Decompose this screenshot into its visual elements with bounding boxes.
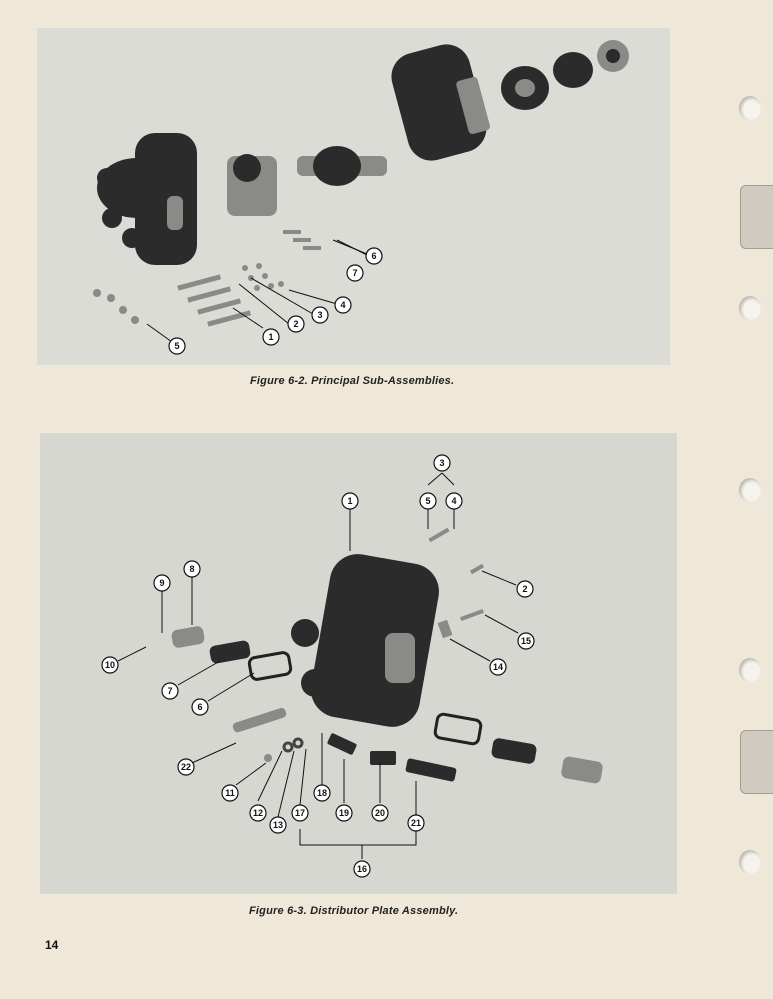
figure-6-2-caption: Figure 6-2. Principal Sub-Assemblies. [250,375,455,387]
callout-20 [372,805,388,821]
callout-2 [517,581,533,597]
callout-1 [263,329,279,345]
binder-hole [739,658,761,682]
svg-text:1: 1 [347,496,353,506]
gear-assembly-part [227,154,277,216]
binder-hole [739,478,761,502]
callout-2 [288,316,304,332]
callout-19 [336,805,352,821]
binder-hole [739,296,761,320]
svg-text:3: 3 [439,458,445,468]
svg-text:13: 13 [272,820,284,830]
right-covers [434,713,603,784]
callout-1 [342,493,358,509]
page-number: 14 [45,938,59,952]
svg-text:7: 7 [352,268,358,278]
svg-text:15: 15 [520,636,532,646]
svg-text:1: 1 [268,332,274,342]
svg-text:2: 2 [293,319,299,329]
figure-6-3-caption: Figure 6-3. Distributor Plate Assembly. [249,905,459,917]
svg-text:11: 11 [225,788,235,798]
callout-5 [420,493,436,509]
svg-text:19: 19 [338,808,350,818]
callout-18 [314,785,330,801]
svg-text:18: 18 [316,788,328,798]
callout-11 [222,785,238,801]
distributor-cap-part [97,133,197,265]
callout-14 [490,659,506,675]
svg-text:5: 5 [425,496,431,506]
callout-21 [408,815,424,831]
callout-7 [347,265,363,281]
callout-3 [434,455,450,471]
rotor-shaft-part [297,146,387,186]
callout-16 [354,861,370,877]
callout-7 [162,683,178,699]
callout-3 [312,307,328,323]
svg-text:4: 4 [451,496,457,506]
callout-17 [292,805,308,821]
svg-text:17: 17 [294,808,306,818]
figure-6-3-photo [40,433,677,894]
callout-13 [270,817,286,833]
figure-6-2-photo [37,28,670,365]
svg-text:5: 5 [174,341,180,351]
callout-5 [169,338,185,354]
svg-text:4: 4 [340,300,346,310]
svg-text:2: 2 [522,584,528,594]
distributor-plate-part [291,550,443,732]
svg-text:6: 6 [197,702,203,712]
figure-6-3-illustration [40,433,677,894]
svg-text:14: 14 [492,662,504,672]
svg-text:10: 10 [104,660,116,670]
rotor-parts [501,40,629,110]
svg-text:6: 6 [371,251,377,261]
svg-text:8: 8 [189,564,195,574]
svg-text:22: 22 [180,762,192,772]
callout-22 [178,759,194,775]
svg-text:7: 7 [167,686,173,696]
callout-8 [184,561,200,577]
callout-4 [335,297,351,313]
callout-6 [366,248,382,264]
svg-text:16: 16 [356,864,368,874]
callout-10 [102,657,118,673]
callout-6 [192,699,208,715]
svg-text:9: 9 [159,578,165,588]
callout-9 [154,575,170,591]
index-tab [740,730,773,794]
svg-text:21: 21 [410,818,422,828]
callout-12 [250,805,266,821]
binder-hole [739,850,761,874]
callout-15 [518,633,534,649]
svg-text:20: 20 [374,808,386,818]
index-tab [740,185,773,249]
callout-4 [446,493,462,509]
housing-part [386,39,492,166]
figure-6-2-illustration [37,28,670,365]
svg-text:3: 3 [317,310,323,320]
svg-text:12: 12 [252,808,264,818]
binder-hole [739,96,761,120]
